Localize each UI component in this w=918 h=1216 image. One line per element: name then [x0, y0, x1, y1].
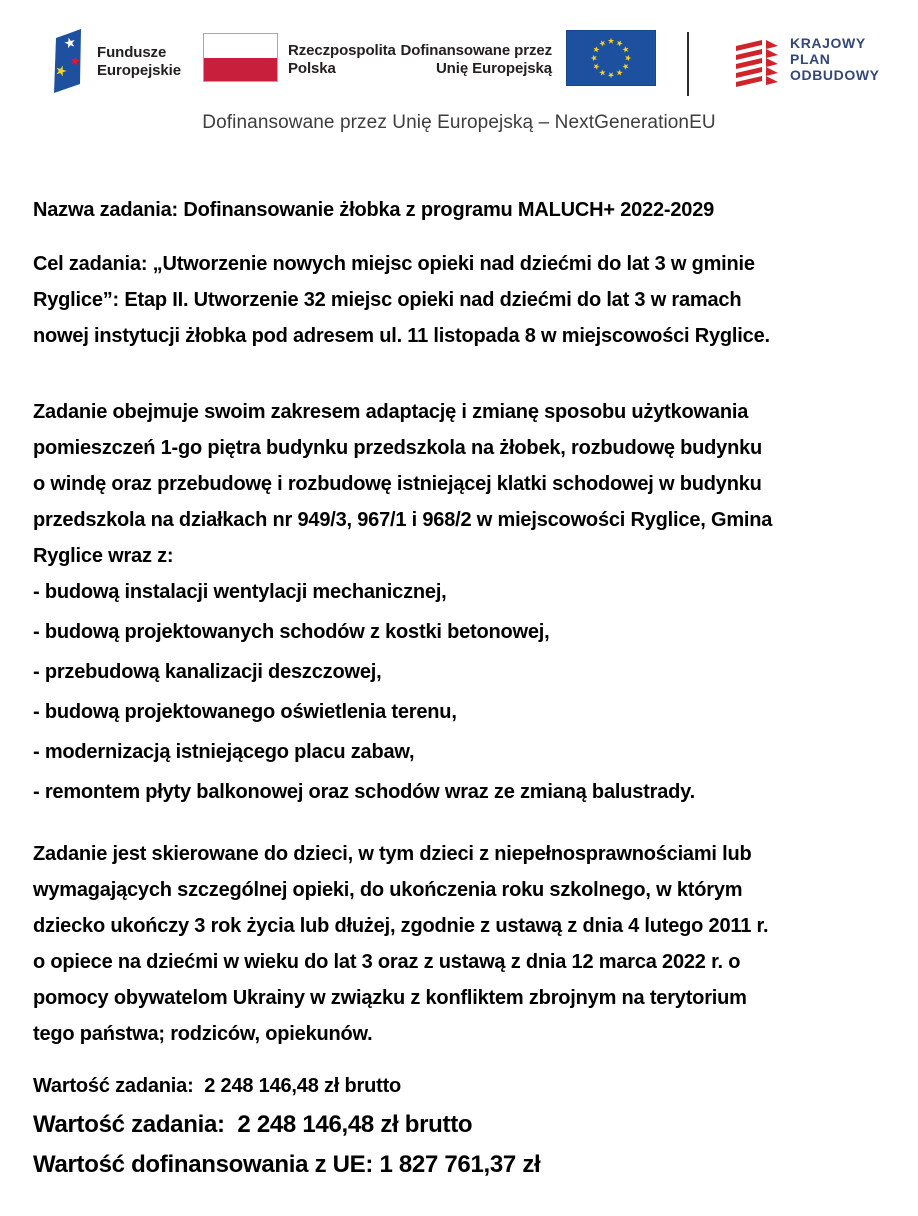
kpo-label: KRAJOWY PLAN ODBUDOWY	[790, 35, 880, 83]
task-value-small: Wartość zadania: 2 248 146,48 zł brutto	[33, 1075, 402, 1097]
logo-band	[0, 0, 918, 160]
fundusze-europejskie-flag-icon	[50, 26, 84, 94]
eu-cofunded-label: Dofinansowane przez Unię Europejską	[400, 42, 552, 77]
scope-item: - budową projektowanych schodów z kostki betonowej,	[33, 621, 550, 643]
scope-item-list	[33, 574, 893, 810]
eu-flag-icon	[566, 30, 656, 86]
audience-paragraph: Zadanie jest skierowane do dzieci, w tym dzieci z niepełnosprawnościami lub wymagających szczególnej opieki, do ukończenia roku szkolnego, w którym dziecko ukończy 3 rok życia lub dłużej, zgodnie z ustawą z dnia 4 lutego 2011 r. o opiece na dziećmi w wieku do lat 3 oraz z ustawą z dnia 12 marca 2022 r. o pomocy obywatelom Ukrainy w związku z konfliktem zbrojnym na terytorium tego państwa; rodziców, opiekunów.	[33, 843, 769, 1045]
kpo-building-icon	[736, 36, 780, 88]
scope-item: - przebudową kanalizacji deszczowej,	[33, 661, 382, 683]
document-body	[33, 192, 893, 1184]
task-goal-paragraph: Cel zadania: „Utworzenie nowych miejsc opieki nad dziećmi do lat 3 w gminie Ryglice”: Etap II. Utworzenie 32 miejsc opieki nad dziećmi do lat 3 w ramach nowej instytucji żłobka pod adresem ul. 11 listopada 8 w miejscowości Ryglice.	[33, 253, 770, 347]
scope-item: - remontem płyty balkonowej oraz schodów wraz ze zmianą balustrady.	[33, 781, 695, 803]
rzeczpospolita-polska-label: Rzeczpospolita Polska	[288, 42, 396, 77]
scope-item: - budową projektowanego oświetlenia terenu,	[33, 701, 457, 723]
vertical-divider	[687, 32, 689, 96]
next-generation-eu-subtitle: Dofinansowane przez Unię Europejską – NextGenerationEU	[202, 112, 716, 133]
scope-intro-paragraph: Zadanie obejmuje swoim zakresem adaptację i zmianę sposobu użytkowania pomieszczeń 1-go piętra budynku przedszkola na żłobek, rozbudowę budynku o windę oraz przebudowę i rozbudowę istniejącej klatki schodowej w budynku przedszkola na działkach nr 949/3, 967/1 i 968/2 w miejscowości Ryglice, Gmina Ryglice wraz z:	[33, 401, 773, 567]
eu-funding-value: Wartość dofinansowania z UE: 1 827 761,37 zł	[33, 1151, 541, 1178]
poland-flag-icon	[203, 33, 278, 82]
task-value-large: Wartość zadania: 2 248 146,48 zł brutto	[33, 1111, 473, 1138]
scope-item: - budową instalacji wentylacji mechanicznej,	[33, 581, 447, 603]
scope-item: - modernizacją istniejącego placu zabaw,	[33, 741, 415, 763]
fundusze-europejskie-label: Fundusze Europejskie	[97, 44, 181, 79]
task-name-paragraph: Nazwa zadania: Dofinansowanie żłobka z programu MALUCH+ 2022-2029	[33, 199, 715, 221]
